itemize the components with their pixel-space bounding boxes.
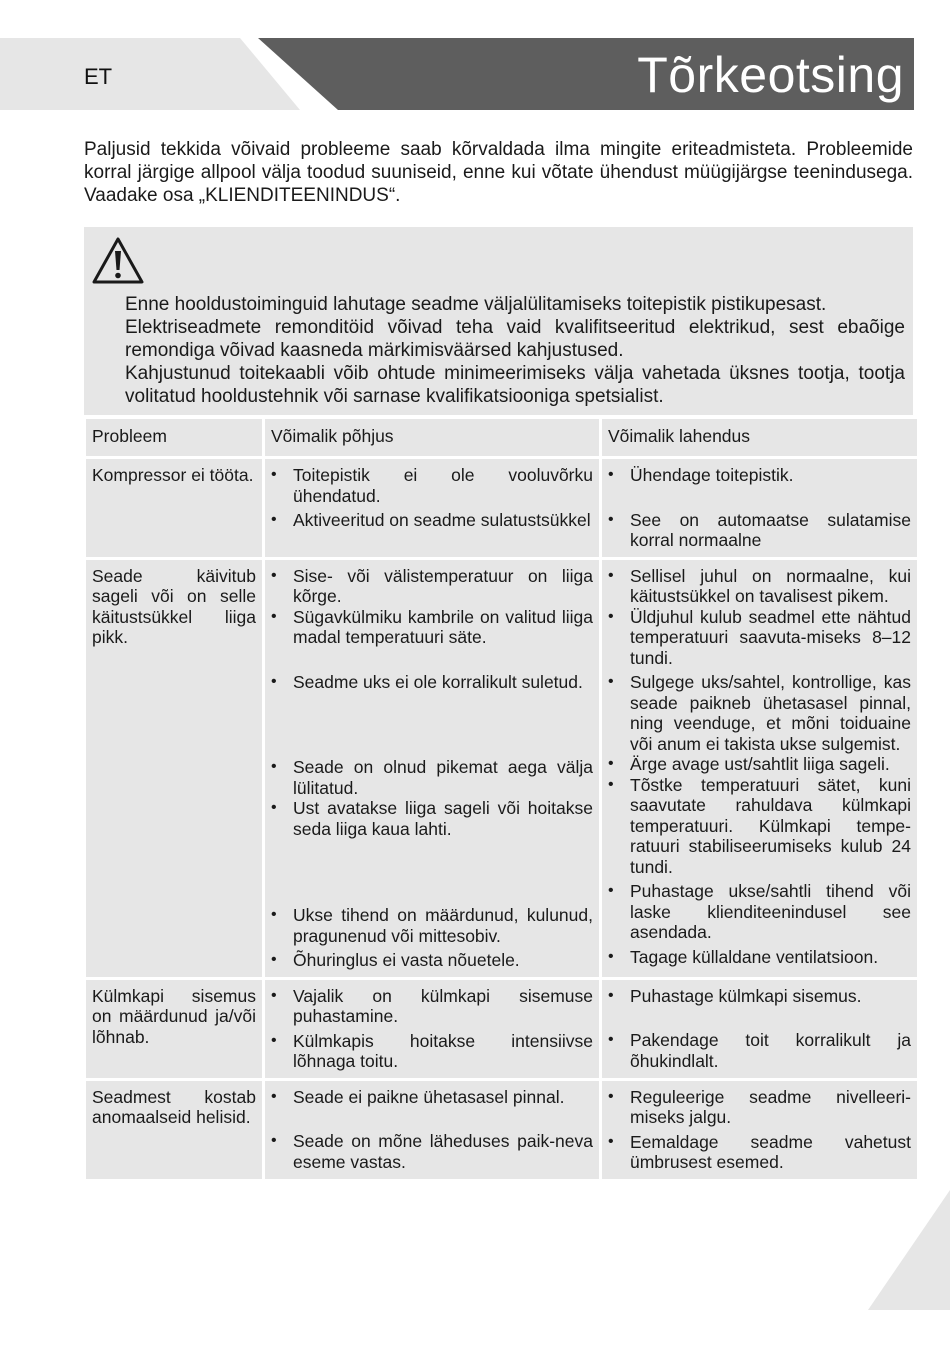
cause-item: • Külmkapis hoitakse intensiivse lõhnaga toitu. bbox=[271, 1031, 593, 1072]
problem-cell: Kompressor ei tööta. bbox=[86, 459, 262, 557]
cause-item: • Seade ei paikne ühetasasel pinnal. bbox=[271, 1087, 593, 1108]
warning-line: Elektriseadmete remonditöid võivad teha vaid kvalifitseeritud elektrikud, sest ebaõige remondiga võivad kaasneda märkimisväärsed kahjustused. bbox=[125, 317, 905, 361]
solution-item: • Puhastage külmkapi sisemus. bbox=[608, 986, 911, 1007]
cause-item: • Seade on olnud pikemat aega välja lülitatud. bbox=[271, 757, 593, 798]
cause-item: • Ukse tihend on määrdunud, kulunud, pragunenud või mittesobiv. bbox=[271, 905, 593, 946]
warning-line: Kahjustunud toitekaabli võib ohtude minimeerimiseks välja vahetada üksnes tootja, tootja volitatud hooldustehnik või sarnase kvalifikatsiooniga spetsialist. bbox=[125, 363, 905, 407]
solution-cell bbox=[602, 560, 917, 977]
cause-item: • Sügavkülmiku kambrile on valitud liiga madal temperatuuri säte. bbox=[271, 607, 593, 648]
problem-cell: Seadmest kostab anomaalseid helisid. bbox=[86, 1081, 262, 1179]
warning-box bbox=[84, 227, 913, 415]
solution-item: • Sulgege uks/sahtel, kontrollige, kas seade paikneb ühetasasel pinnal, ning veenduge, et mõni toiduaine või anum ei takista ukse sulgemist. bbox=[608, 672, 911, 754]
solution-item: • Ärge avage ust/sahtlit liiga sageli. bbox=[608, 754, 911, 775]
cause-item: • Aktiveeritud on seadme sulatustsükkel bbox=[271, 510, 593, 531]
cause-cell bbox=[265, 980, 599, 1078]
header-solution: Võimalik lahendus bbox=[602, 419, 917, 456]
cause-item: • Seade on mõne läheduses paik-neva eseme vastas. bbox=[271, 1131, 593, 1172]
solution-item: • Reguleerige seadme nivelleeri-miseks jalgu. bbox=[608, 1087, 911, 1128]
solution-cell bbox=[602, 980, 917, 1078]
cause-item: • Sise- või välistemperatuur on liiga kõrge. bbox=[271, 566, 593, 607]
intro-paragraph: Paljusid tekkida võivaid probleeme saab kõrvaldada ilma mingite eriteadmisteta. Probleemide korral järgige allpool välja toodud suuniseid, enne kui võtate ühendust müügijärgse teenindusega. Vaadake osa „KLIENDITEENINDUS“. bbox=[84, 139, 913, 206]
language-code: ET bbox=[84, 64, 113, 89]
table-row bbox=[86, 560, 917, 977]
solution-item: • Tõstke temperatuuri sätet, kuni saavutate rahuldava külmkapi temperatuuri. Külmkapi tempe-ratuuri stabiliseerumiseks kulub 24 tundi. bbox=[608, 775, 911, 878]
problem-cell: Seade käivitub sageli või on selle käitustsükkel liiga pikk. bbox=[86, 560, 262, 977]
warning-triangle-icon bbox=[90, 235, 146, 287]
cause-cell bbox=[265, 459, 599, 557]
solution-item: • Üldjuhul kulub seadmel ette nähtud temperatuuri saavuta-miseks 8–12 tundi. bbox=[608, 607, 911, 669]
header-left-tab bbox=[0, 38, 300, 110]
solution-item: • Puhastage ukse/sahtli tihend või laske klienditeenindusel see asendada. bbox=[608, 881, 911, 943]
solution-item: • Pakendage toit korralikult ja õhukindlalt. bbox=[608, 1030, 911, 1071]
table-row bbox=[86, 459, 917, 557]
table-row bbox=[86, 1081, 917, 1179]
page-title: Tõrkeotsing bbox=[637, 47, 904, 103]
troubleshooting-table bbox=[83, 416, 920, 1182]
warning-text bbox=[125, 293, 905, 408]
problem-cell: Külmkapi sisemus on määrdunud ja/või lõhnab. bbox=[86, 980, 262, 1078]
solution-item: • Tagage küllaldane ventilatsioon. bbox=[608, 947, 911, 968]
solution-item: • Sellisel juhul on normaalne, kui käitustsükkel on tavalisest pikem. bbox=[608, 566, 911, 607]
cause-item: • Ust avatakse liiga sageli või hoitakse seda liiga kaua lahti. bbox=[271, 798, 593, 839]
table-header-row bbox=[86, 419, 917, 456]
header-cause: Võimalik põhjus bbox=[265, 419, 599, 456]
cause-item: • Seadme uks ei ole korralikult suletud. bbox=[271, 672, 593, 693]
cause-cell bbox=[265, 1081, 599, 1179]
solution-cell bbox=[602, 459, 917, 557]
table-row bbox=[86, 980, 917, 1078]
cause-item: • Õhuringlus ei vasta nõuetele. bbox=[271, 950, 593, 971]
page-corner-decoration bbox=[868, 1190, 950, 1310]
cause-cell bbox=[265, 560, 599, 977]
solution-item: • See on automaatse sulatamise korral normaalne bbox=[608, 510, 911, 551]
header-problem: Probleem bbox=[86, 419, 262, 456]
solution-item: • Ühendage toitepistik. bbox=[608, 465, 911, 486]
warning-line: Enne hooldustoiminguid lahutage seadme väljalülitamiseks toitepistik pistikupesast. bbox=[125, 294, 827, 315]
cause-item: • Toitepistik ei ole vooluvõrku ühendatud. bbox=[271, 465, 593, 506]
solution-cell bbox=[602, 1081, 917, 1179]
cause-item: • Vajalik on külmkapi sisemuse puhastamine. bbox=[271, 986, 593, 1027]
solution-item: • Eemaldage seadme vahetust ümbrusest esemed. bbox=[608, 1132, 911, 1173]
